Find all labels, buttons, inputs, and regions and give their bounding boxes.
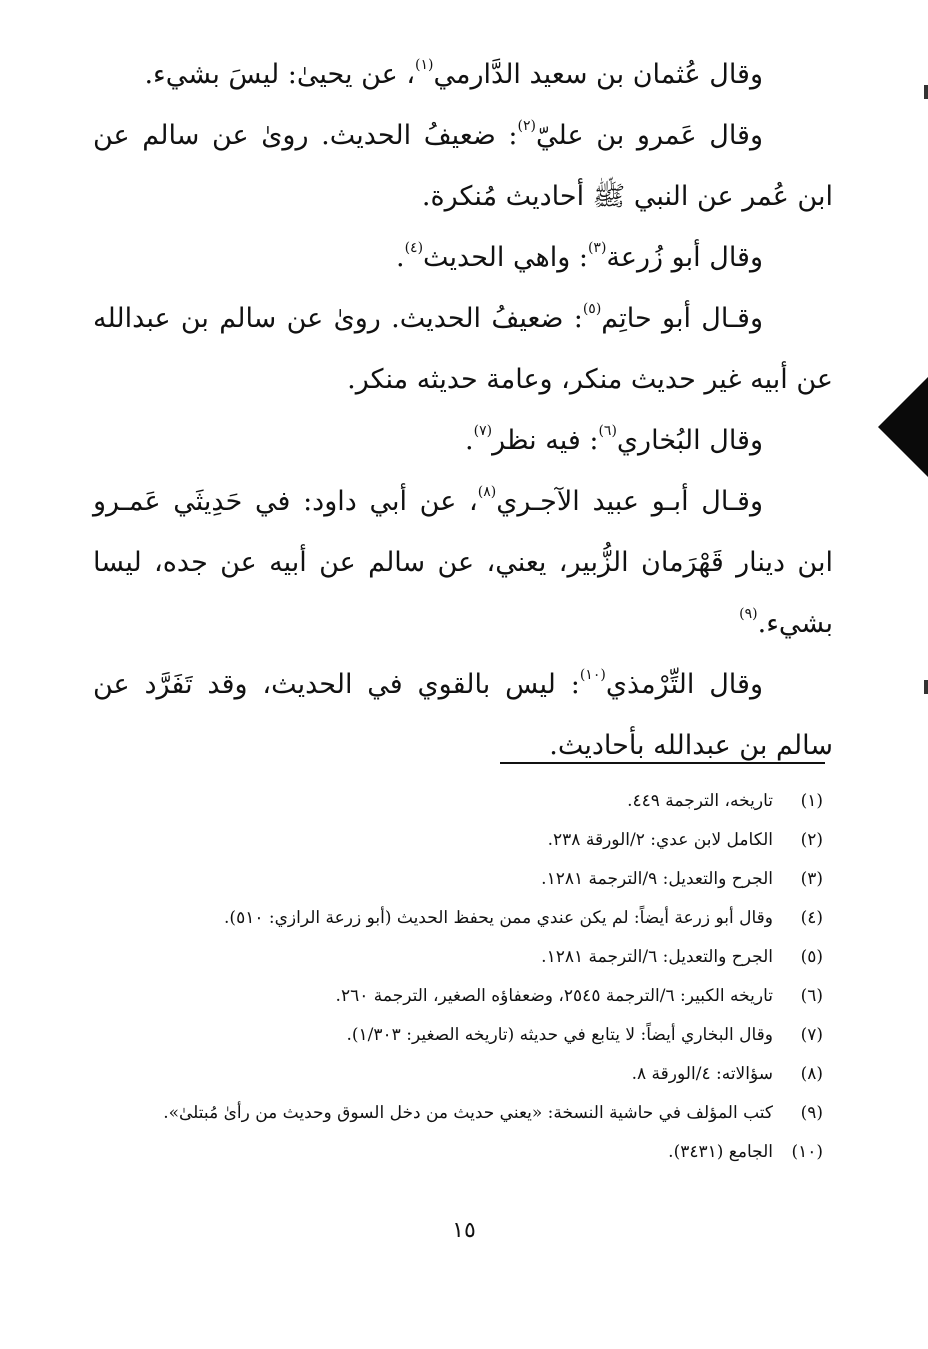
edge-mark: [924, 85, 928, 99]
paragraph: [93, 410, 833, 471]
text-run: وقال عَمرو بن عليّ: [536, 120, 763, 151]
footnote-number: (٧): [800, 1025, 823, 1045]
text-run: : فيه نظر: [492, 425, 599, 456]
footnote-text: الجرح والتعديل: ٩/الترجمة ١٢٨١.: [541, 869, 773, 889]
footnote-text: تاريخه، الترجمة ٤٤٩.: [627, 791, 773, 811]
text-run: : ضعيفُ الحديث. روىٰ عن سالم عن ابن عُمر عن النبي ﷺ أحاديث مُنكرة.: [93, 120, 833, 212]
footnote-number: (٢): [800, 830, 823, 850]
page-edge-shadow: [878, 377, 928, 477]
footnote-ref: (٥): [582, 301, 602, 317]
footnote-number: (٦): [800, 986, 823, 1006]
paragraph: [93, 654, 833, 776]
footnote-ref: (٤): [404, 240, 424, 256]
footnote-number: (٩): [800, 1103, 823, 1123]
footnote: [128, 981, 823, 1011]
text-run: وقال عُثمان بن سعيد الدَّارمي: [433, 59, 763, 90]
footnote-number: (٣): [800, 869, 823, 889]
footnote-number: (٥): [800, 947, 823, 967]
footnotes: [128, 786, 823, 1176]
paragraph: [93, 471, 833, 654]
footnote-ref: (٩): [739, 606, 758, 622]
footnote-ref: (١٠): [579, 667, 606, 683]
footnote-number: (١٠): [791, 1142, 823, 1162]
text-run: .: [395, 242, 405, 273]
footnote-text: الجامع (٣٤٣١).: [668, 1142, 773, 1162]
footnote: [128, 1020, 823, 1050]
footnote-ref: (٦): [598, 423, 617, 439]
footnote-ref: (١): [415, 57, 434, 73]
paragraph: [93, 227, 833, 288]
footnote-ref: (٣): [587, 240, 607, 256]
text-run: وقال التِّرْمذي: [605, 669, 763, 700]
footnote-separator: [500, 762, 825, 764]
text-run: : ضعيفُ الحديث. روىٰ عن سالم بن عبدالله عن أبيه غير حديث منكر، وعامة حديثه منكر.: [93, 303, 833, 395]
footnote-text: وقال البخاري أيضاً: لا يتابع في حديثه (تاريخه الصغير: ١/٣٠٣).: [346, 1025, 773, 1045]
text-run: : واهي الحديث: [423, 242, 588, 273]
footnote-text: وقال أبو زرعة أيضاً: لم يكن عندي ممن يحفظ الحديث (أبو زرعة الرازي: ٥١٠).: [224, 908, 773, 928]
paragraph: [93, 288, 833, 410]
footnote: [128, 1059, 823, 1089]
footnote: [128, 825, 823, 855]
text-run: .: [465, 425, 474, 456]
footnote-ref: (٨): [477, 484, 497, 500]
text-run: وقال البُخاري: [616, 425, 763, 456]
text-run: ، عن يحيىٰ: ليسَ بشيء.: [144, 59, 416, 90]
footnote: [128, 903, 823, 933]
footnote-number: (٤): [800, 908, 823, 928]
footnote: [128, 1137, 823, 1167]
footnote-text: سؤالاته: ٤/الورقة ٨.: [631, 1064, 773, 1084]
text-run: : ليس بالقوي في الحديث، وقد تَفَرَّد عن سالم بن عبدالله بأحاديث.: [93, 669, 833, 761]
footnote-number: (٨): [800, 1064, 823, 1084]
footnote: [128, 942, 823, 972]
page-number: ١٥: [452, 1218, 476, 1243]
footnote-text: كتب المؤلف في حاشية النسخة: «يعني حديث من دخل السوق وحديث من رأىٰ مُبتلىٰ».: [163, 1103, 773, 1123]
paragraph: [93, 105, 833, 227]
paragraph: [93, 44, 833, 105]
footnote-text: الجرح والتعديل: ٦/الترجمة ١٢٨١.: [541, 947, 773, 967]
edge-mark: [924, 680, 928, 694]
text-run: وقـال أبـو عبيد الآجـري: [496, 486, 763, 517]
footnote-ref: (٧): [473, 423, 493, 439]
text-run: وقـال أبو حاتِم: [601, 303, 763, 334]
footnote: [128, 1098, 823, 1128]
footnote-text: تاريخه الكبير: ٦/الترجمة ٢٥٤٥، وضعفاؤه الصغير، الترجمة ٢٦٠.: [335, 986, 773, 1006]
footnote-text: الكامل لابن عدي: ٢/الورقة ٢٣٨.: [547, 830, 773, 850]
footnote: [128, 864, 823, 894]
text-run: وقال أبو زُرعة: [606, 242, 763, 273]
text-run: ، عن أبي داود: في حَدِيثَي عَمـرو ابن دينار قَهْرَمان الزُّبير، يعني، عن سالم عن أبيه عن جده، ليسا بشيء.: [93, 486, 833, 639]
main-text: [93, 44, 833, 776]
footnote-number: (١): [800, 791, 823, 811]
footnote-ref: (٢): [517, 118, 536, 134]
footnote: [128, 786, 823, 816]
